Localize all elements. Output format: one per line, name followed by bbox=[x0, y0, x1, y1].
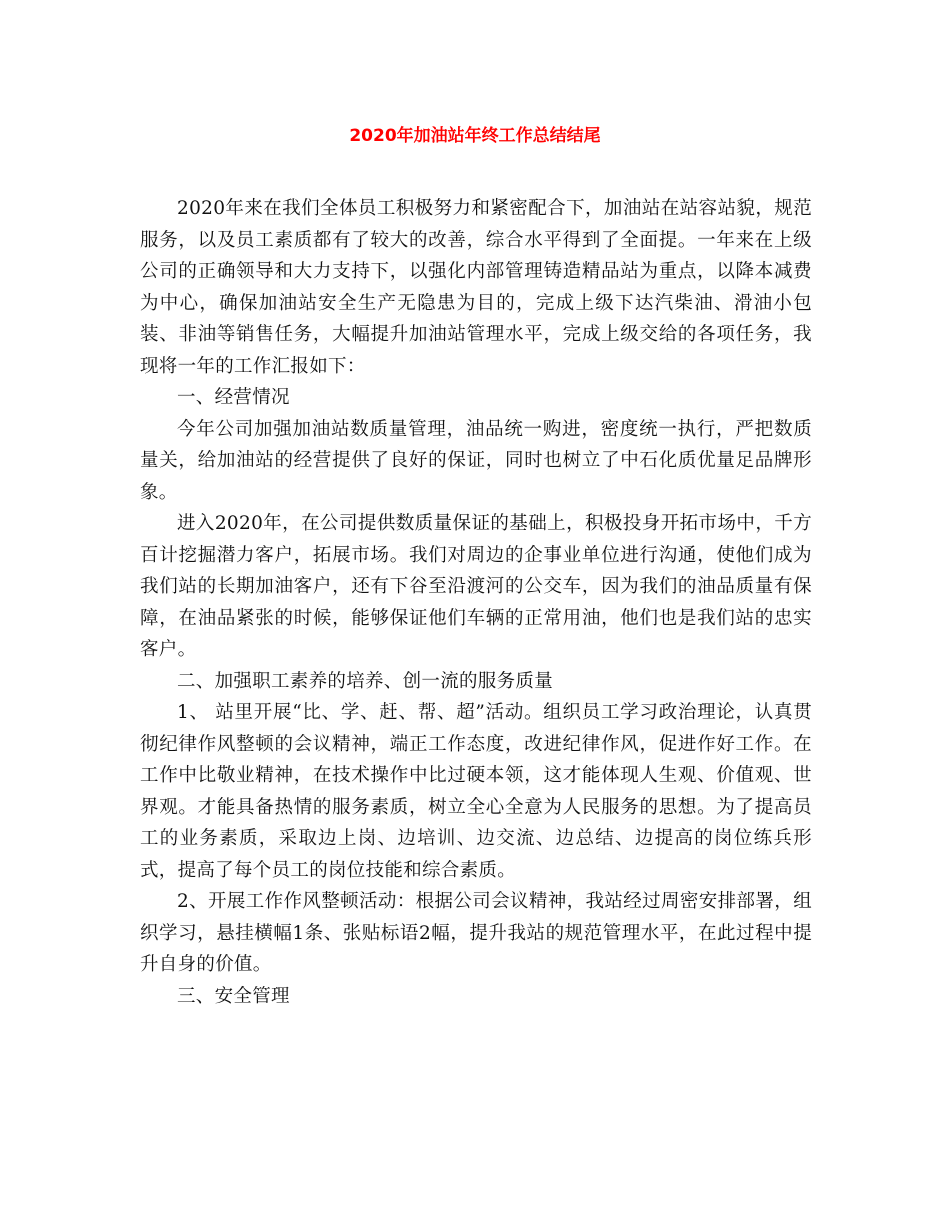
paragraph-item-2: 2、开展工作作风整顿活动：根据公司会议精神，我站经过周密安排部署，组织学习，悬挂横幅1条、张贴标语2幅，提升我站的规范管理水平，在此过程中提升自身的价值。 bbox=[140, 891, 812, 975]
section-heading-operations: 一、经营情况 bbox=[177, 387, 290, 408]
document-body bbox=[140, 193, 812, 1012]
section-heading-safety: 三、安全管理 bbox=[177, 985, 290, 1007]
section-heading-staff-training: 二、加强职工素养的培养、创一流的服务质量 bbox=[177, 670, 554, 692]
paragraph-item-1: 1、 站里开展“比、学、赶、帮、超”活动。组织员工学习政治理论，认真贯彻纪律作风整顿的会议精神，端正工作态度，改进纪律作风，促进作好工作。在工作中比敬业精神，在技术操作中比过硬本领，这才能体现人生观、价值观、世界观。才能具备热情的服务素质，树立全心全意为人民服务的思想。为了提高员工的业务素质，采取边上岗、边培训、边交流、边总结、边提高的岗位练兵形式，提高了每个员工的岗位技能和综合素质。 bbox=[140, 702, 812, 881]
paragraph-intro: 2020年来在我们全体员工积极努力和紧密配合下，加油站在站容站貌，规范服务，以及员工素质都有了较大的改善，综合水平得到了全面提。一年来在上级公司的正确领导和大力支持下，以强化内部管理铸造精品站为重点，以降本减费为中心，确保加油站安全生产无隐患为目的，完成上级下达汽柴油、滑油小包装、非油等销售任务，大幅提升加油站管理水平，完成上级交给的各项任务，我现将一年的工作汇报如下： bbox=[140, 198, 812, 377]
paragraph-quality-management: 今年公司加强加油站数质量管理，油品统一购进，密度统一执行，严把数质量关，给加油站的经营提供了良好的保证，同时也树立了中石化质优量足品牌形象。 bbox=[140, 418, 812, 503]
document-title: 2020年加油站年终工作总结结尾 bbox=[349, 126, 601, 146]
paragraph-market-expansion: 进入2020年，在公司提供数质量保证的基础上，积极投身开拓市场中，千方百计挖掘潜力客户，拓展市场。我们对周边的企事业单位进行沟通，使他们成为我们站的长期加油客户，还有下谷至沿渡河的公交车，因为我们的油品质量有保障，在油品紧张的时候，能够保证他们车辆的正常用油，他们也是我们站的忠实客户。 bbox=[140, 513, 812, 660]
